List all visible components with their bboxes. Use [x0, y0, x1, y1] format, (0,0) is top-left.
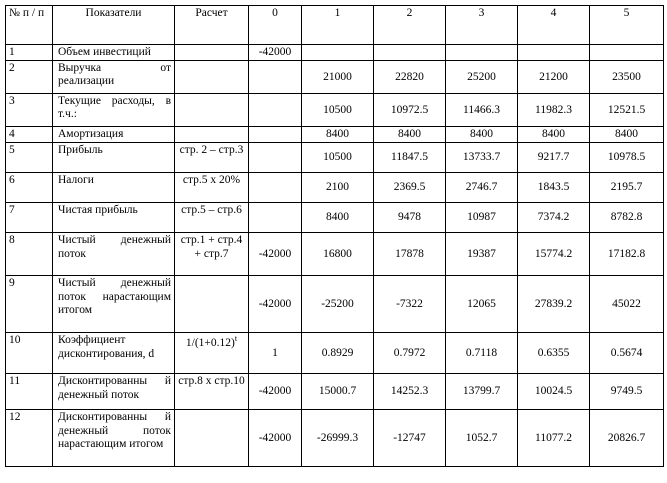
table-row	[6, 410, 664, 467]
header-calc: Расчет	[175, 6, 249, 45]
value-year-0	[249, 173, 302, 203]
row-indicator: Прибыль	[53, 143, 175, 173]
row-number: 5	[6, 143, 53, 173]
value-year-5: 45022	[590, 276, 664, 333]
value-year-3: 13799.7	[446, 374, 518, 410]
value-year-0	[249, 127, 302, 143]
value-year-0	[249, 61, 302, 94]
value-year-1: -25200	[302, 276, 374, 333]
row-indicator: Чистая прибыль	[53, 203, 175, 233]
value-year-4: 8400	[518, 127, 590, 143]
value-year-3	[446, 45, 518, 61]
header-year-3: 3	[446, 6, 518, 45]
table-row	[6, 94, 664, 127]
row-calc	[175, 203, 249, 233]
value-year-0: -42000	[249, 45, 302, 61]
row-calc	[175, 276, 249, 333]
row-indicator: Текущие расходы, в т.ч.:	[53, 94, 175, 127]
value-year-5: 8400	[590, 127, 664, 143]
value-year-5: 8782.8	[590, 203, 664, 233]
value-year-1: 8400	[302, 203, 374, 233]
value-year-2: 22820	[374, 61, 446, 94]
value-year-3: 11466.3	[446, 94, 518, 127]
value-year-0	[249, 143, 302, 173]
value-year-1: -26999.3	[302, 410, 374, 467]
row-calc	[175, 333, 249, 374]
row-indicator: Объем инвестиций	[53, 45, 175, 61]
value-year-4	[518, 45, 590, 61]
value-year-3: 19387	[446, 233, 518, 276]
table-row	[6, 233, 664, 276]
row-indicator: Чистый денежный поток	[53, 233, 175, 276]
header-num: № п / п	[6, 6, 53, 45]
row-calc	[175, 143, 249, 173]
row-number: 2	[6, 61, 53, 94]
value-year-1: 15000.7	[302, 374, 374, 410]
row-number: 6	[6, 173, 53, 203]
value-year-4: 7374.2	[518, 203, 590, 233]
table-row	[6, 143, 664, 173]
row-calc-text: стр.8 х стр.10	[178, 375, 245, 388]
header-year-0: 0	[249, 6, 302, 45]
row-number: 9	[6, 276, 53, 333]
value-year-1: 16800	[302, 233, 374, 276]
table-row	[6, 203, 664, 233]
value-year-5: 2195.7	[590, 173, 664, 203]
value-year-3: 2746.7	[446, 173, 518, 203]
value-year-2: 9478	[374, 203, 446, 233]
value-year-1: 0.8929	[302, 333, 374, 374]
row-number: 7	[6, 203, 53, 233]
value-year-4: 9217.7	[518, 143, 590, 173]
header-year-4: 4	[518, 6, 590, 45]
value-year-4: 15774.2	[518, 233, 590, 276]
table-row	[6, 173, 664, 203]
value-year-1: 21000	[302, 61, 374, 94]
value-year-5: 12521.5	[590, 94, 664, 127]
value-year-2: 2369.5	[374, 173, 446, 203]
table-row	[6, 45, 664, 61]
value-year-0	[249, 203, 302, 233]
header-year-2: 2	[374, 6, 446, 45]
value-year-0: -42000	[249, 374, 302, 410]
value-year-4: 10024.5	[518, 374, 590, 410]
value-year-2: -12747	[374, 410, 446, 467]
row-calc	[175, 94, 249, 127]
value-year-3: 25200	[446, 61, 518, 94]
row-calc	[175, 173, 249, 203]
value-year-0: 1	[249, 333, 302, 374]
row-indicator: Коэффициент дисконтирования, d	[53, 333, 175, 374]
value-year-0: -42000	[249, 233, 302, 276]
row-calc	[175, 374, 249, 410]
row-calc-exponent: t	[234, 334, 238, 344]
value-year-4: 11077.2	[518, 410, 590, 467]
value-year-3: 10987	[446, 203, 518, 233]
value-year-1: 8400	[302, 127, 374, 143]
value-year-2: 14252.3	[374, 374, 446, 410]
row-indicator: Чистый денежный поток нарастающим итогом	[53, 276, 175, 333]
row-calc-text: стр. 2 – стр.3	[179, 144, 244, 157]
value-year-2: 10972.5	[374, 94, 446, 127]
row-calc	[175, 233, 249, 276]
header-year-1: 1	[302, 6, 374, 45]
header-year-5: 5	[590, 6, 664, 45]
row-calc-text: 1/(1+0.12)	[185, 337, 235, 350]
value-year-3: 1052.7	[446, 410, 518, 467]
row-indicator: Дисконтированны й денежный поток	[53, 374, 175, 410]
row-indicator: Амортизация	[53, 127, 175, 143]
value-year-5: 17182.8	[590, 233, 664, 276]
row-calc	[175, 410, 249, 467]
table-row	[6, 333, 664, 374]
value-year-4: 0.6355	[518, 333, 590, 374]
value-year-4: 11982.3	[518, 94, 590, 127]
row-calc	[175, 127, 249, 143]
row-calc	[175, 61, 249, 94]
table-row	[6, 61, 664, 94]
investment-table	[5, 5, 664, 467]
value-year-2: 0.7972	[374, 333, 446, 374]
value-year-3: 8400	[446, 127, 518, 143]
value-year-0: -42000	[249, 276, 302, 333]
value-year-1: 2100	[302, 173, 374, 203]
row-calc-text: стр.5 х 20%	[182, 174, 241, 187]
row-indicator: Дисконтированны й денежный поток нарастающим итогом	[53, 410, 175, 467]
row-number: 10	[6, 333, 53, 374]
value-year-2	[374, 45, 446, 61]
table-row	[6, 127, 664, 143]
value-year-5: 9749.5	[590, 374, 664, 410]
value-year-5	[590, 45, 664, 61]
value-year-1: 10500	[302, 143, 374, 173]
value-year-4: 1843.5	[518, 173, 590, 203]
value-year-3: 13733.7	[446, 143, 518, 173]
row-number: 8	[6, 233, 53, 276]
value-year-2: 8400	[374, 127, 446, 143]
header-indicator: Показатели	[53, 6, 175, 45]
row-calc-text: стр.5 – стр.6	[181, 204, 242, 217]
row-indicator: Выручка от реализации	[53, 61, 175, 94]
row-number: 1	[6, 45, 53, 61]
value-year-5: 10978.5	[590, 143, 664, 173]
table-row	[6, 276, 664, 333]
row-calc-text: стр.1 + стр.4 + стр.7	[180, 234, 243, 260]
table-row	[6, 374, 664, 410]
value-year-2: 11847.5	[374, 143, 446, 173]
value-year-2: -7322	[374, 276, 446, 333]
row-number: 4	[6, 127, 53, 143]
row-number: 12	[6, 410, 53, 467]
header-row	[6, 6, 664, 45]
value-year-1: 10500	[302, 94, 374, 127]
value-year-4: 27839.2	[518, 276, 590, 333]
value-year-2: 17878	[374, 233, 446, 276]
row-number: 11	[6, 374, 53, 410]
value-year-5: 0.5674	[590, 333, 664, 374]
row-number: 3	[6, 94, 53, 127]
row-calc	[175, 45, 249, 61]
value-year-1	[302, 45, 374, 61]
row-indicator: Налоги	[53, 173, 175, 203]
value-year-0	[249, 94, 302, 127]
value-year-5: 23500	[590, 61, 664, 94]
value-year-5: 20826.7	[590, 410, 664, 467]
value-year-3: 0.7118	[446, 333, 518, 374]
value-year-4: 21200	[518, 61, 590, 94]
value-year-0: -42000	[249, 410, 302, 467]
value-year-3: 12065	[446, 276, 518, 333]
